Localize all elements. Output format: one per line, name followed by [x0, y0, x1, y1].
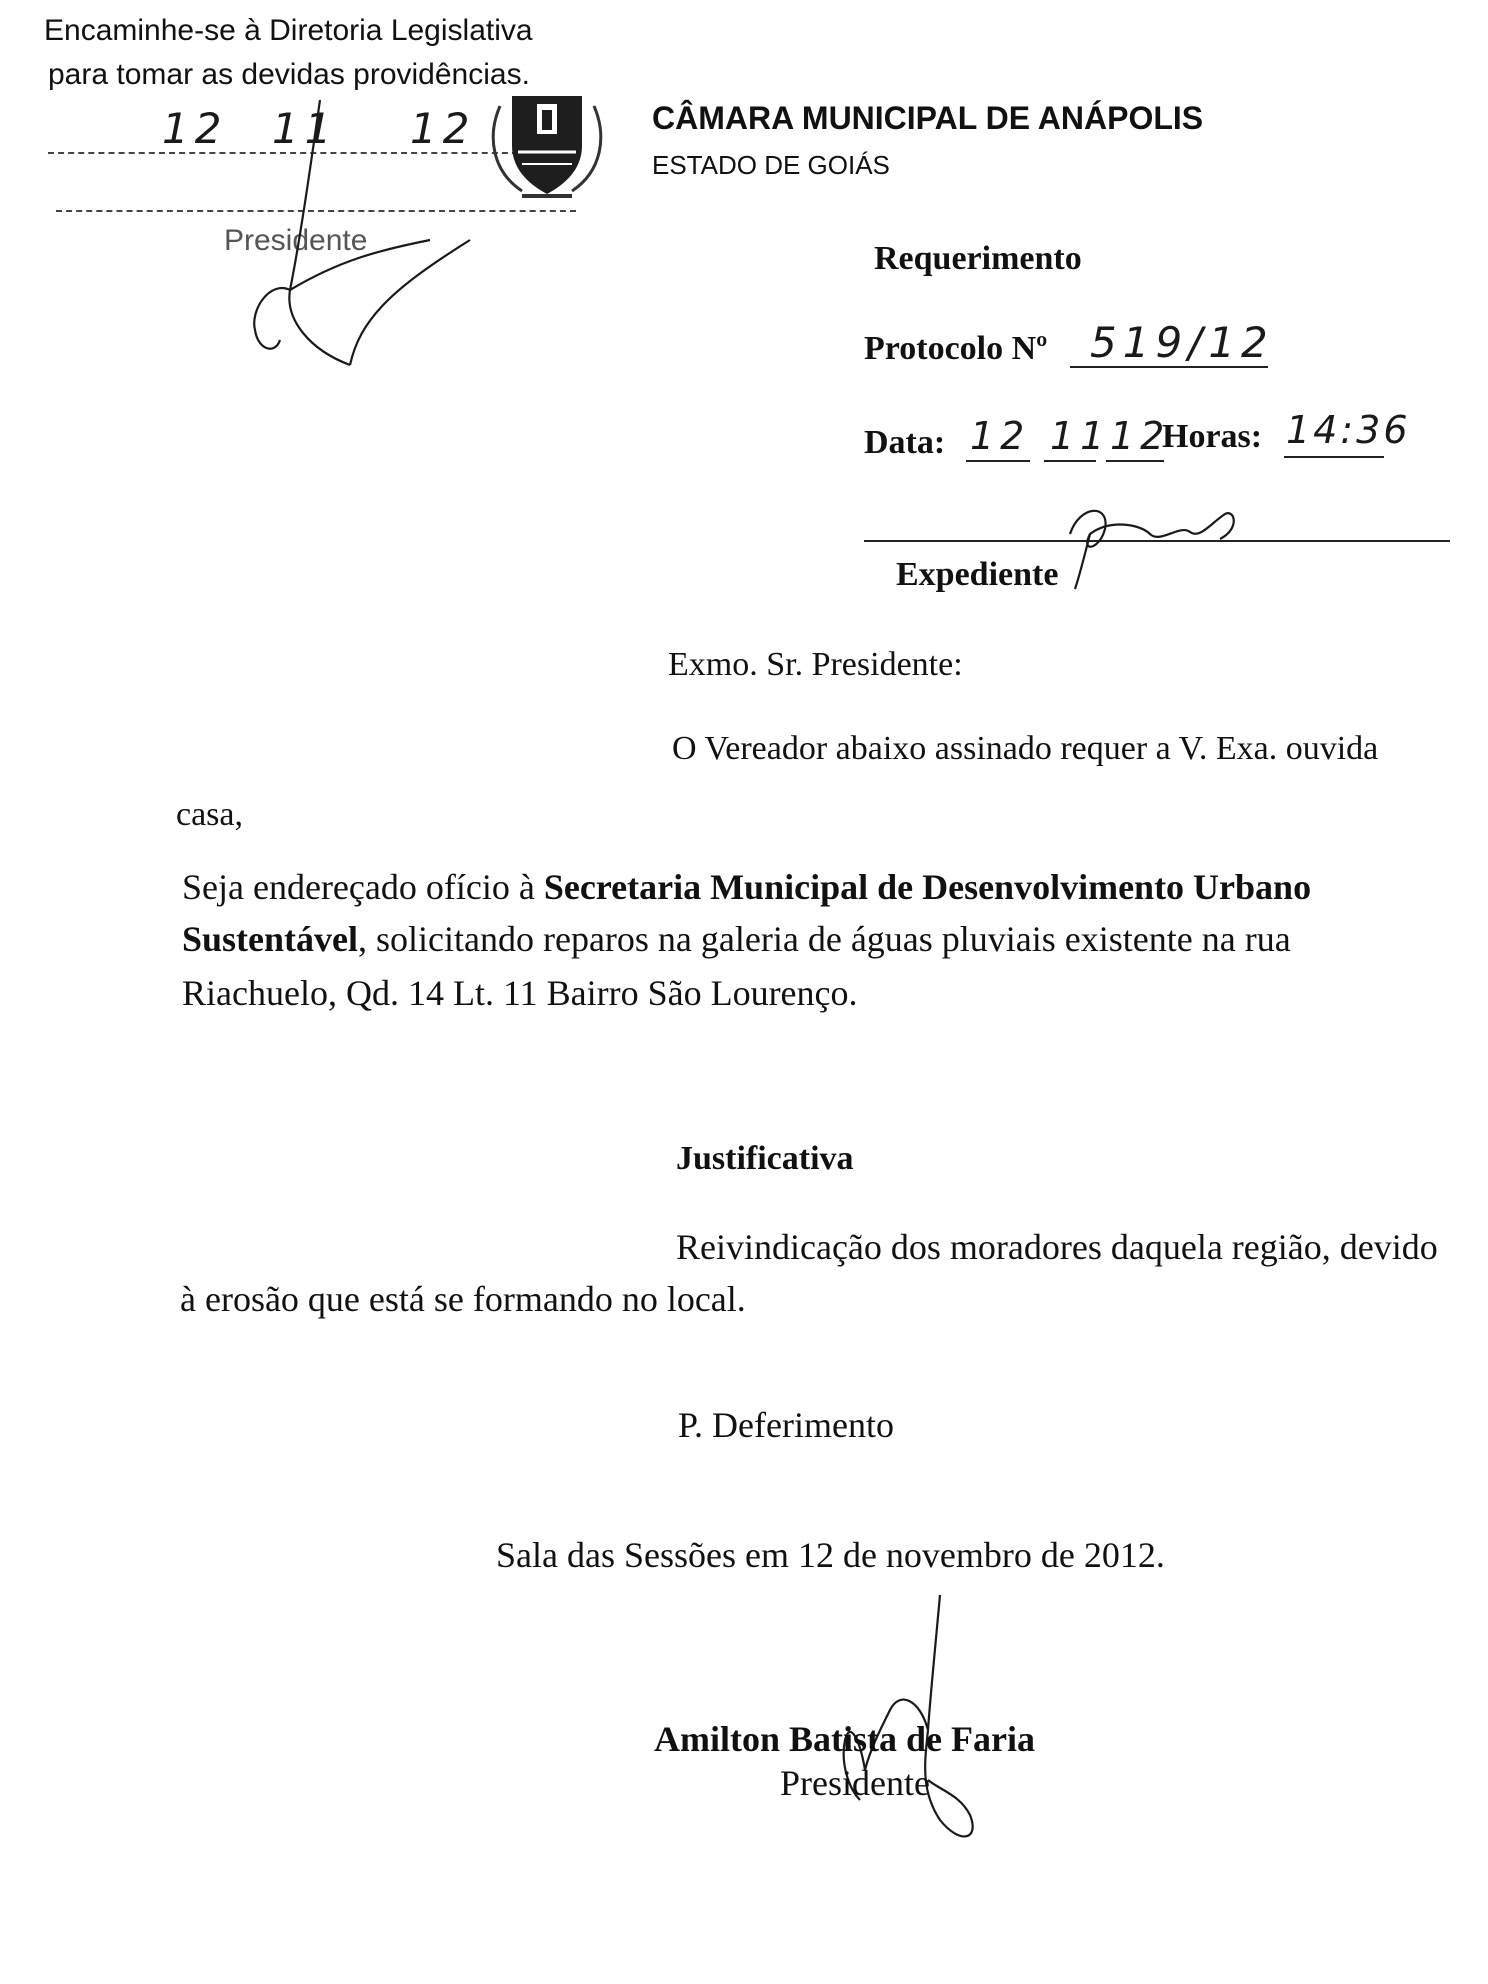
institution-subtitle: ESTADO DE GOIÁS — [652, 150, 890, 180]
request-secretariat-name: Secretaria Municipal de Desenvolvimento Urbano — [543, 867, 1312, 907]
document-type: Requerimento — [874, 240, 1082, 277]
request-line-2 — [182, 918, 1488, 960]
request-line-1 — [182, 866, 1488, 908]
intro-text: O Vereador abaixo assinado requer a V. Exa. ouvida — [672, 730, 1379, 767]
place-date: Sala das Sessões em 12 de novembro de 2012. — [496, 1535, 1165, 1575]
data-year: 12 — [1110, 414, 1171, 458]
despacho-presidente-label: Presidente — [224, 224, 368, 257]
protocolo-value: 519/12 — [1090, 318, 1274, 367]
closing-text: P. Deferimento — [678, 1405, 894, 1445]
justificativa-line-1: Reivindicação dos moradores daquela região, devido — [676, 1227, 1438, 1267]
data-year-line — [1106, 460, 1164, 462]
request-prefix: Seja endereçado ofício à — [182, 867, 535, 907]
data-day: 12 — [970, 414, 1031, 458]
expediente-label: Expediente — [896, 556, 1059, 593]
salutation: Exmo. Sr. Presidente: — [668, 646, 963, 683]
despacho-date-year: 12 — [410, 104, 476, 153]
institution-title: CÂMARA MUNICIPAL DE ANÁPOLIS — [652, 100, 1204, 136]
request-secretariat-name-cont: Sustentável — [182, 919, 359, 959]
data-month-line — [1044, 460, 1096, 462]
data-day-line — [966, 460, 1030, 462]
horas-line — [1284, 456, 1384, 458]
despacho-date-month: 11 — [272, 104, 338, 153]
despacho-line-1: Encaminhe-se à Diretoria Legislativa — [44, 14, 533, 47]
data-label: Data: — [864, 424, 946, 461]
intro-continuation: casa, — [176, 796, 244, 833]
despacho-date-day: 12 — [162, 104, 228, 153]
signatory-name: Amilton Batista de Faria — [654, 1719, 1035, 1759]
justificativa-title: Justificativa — [676, 1140, 854, 1177]
expediente-signature-icon — [1050, 494, 1250, 594]
signatory-role: Presidente — [780, 1763, 930, 1803]
request-middle: , solicitando reparos na galeria de águas pluviais existente na rua — [358, 919, 1291, 959]
protocolo-label: Protocolo Nº — [864, 330, 1048, 367]
justificativa-line-2: à erosão que está se formando no local. — [180, 1279, 746, 1319]
horas-value: 14:36 — [1286, 408, 1411, 452]
coat-of-arms-icon — [482, 86, 612, 206]
request-line-3: Riachuelo, Qd. 14 Lt. 11 Bairro São Lourenço. — [182, 973, 858, 1013]
horas-label: Horas: — [1162, 418, 1263, 455]
data-month: 11 — [1050, 414, 1111, 458]
despacho-line-2: para tomar as devidas providências. — [48, 58, 530, 91]
